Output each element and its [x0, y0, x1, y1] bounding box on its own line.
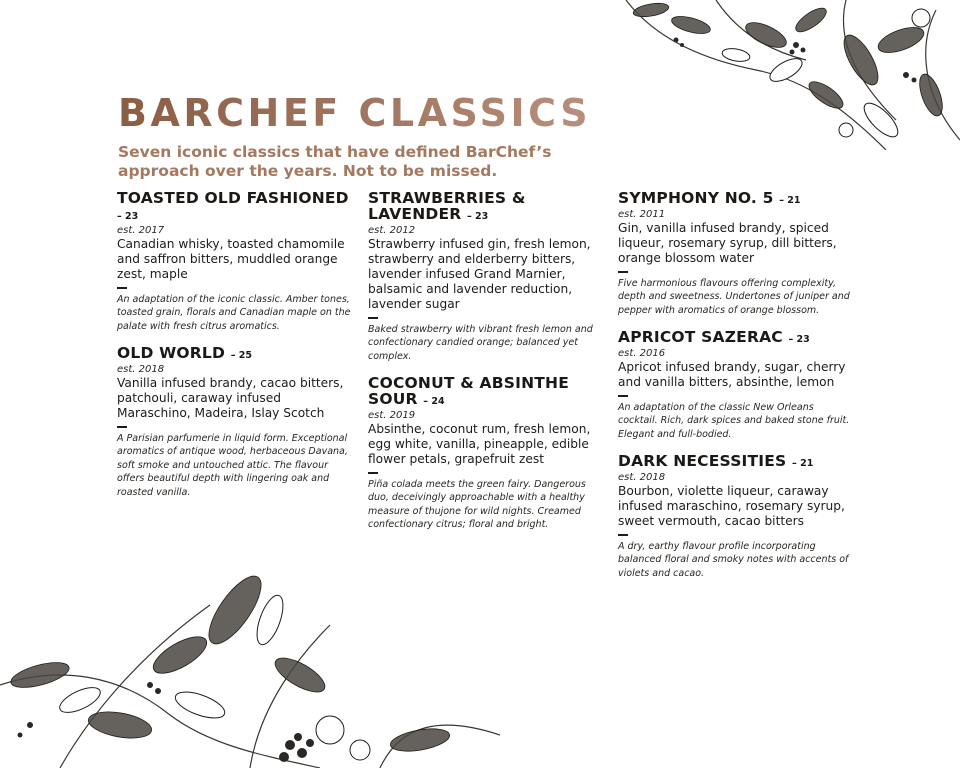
divider [368, 317, 378, 319]
cocktail-item [618, 329, 850, 441]
cocktail-ingredients: Bourbon, violette liqueur, caraway infused maraschino, rosemary syrup, sweet vermouth, cacao bitters [618, 484, 845, 528]
cocktail-description: A dry, earthy flavour profile incorporating balanced floral and smoky notes with accents of violets and cacao. [618, 540, 849, 579]
cocktail-description: An adaptation of the classic New Orleans cocktail. Rich, dark spices and baked stone fruit. Elegant and full-bodied. [618, 401, 850, 440]
page-subtitle: Seven iconic classics that have defined BarChef’s approach over the years. Not to be missed. [118, 143, 552, 180]
cocktail-established: est. 2017 [117, 225, 165, 236]
cocktail-established: est. 2018 [117, 364, 165, 375]
cocktail-established: est. 2019 [368, 410, 416, 421]
cocktail-title: OLD WORLD [117, 344, 226, 362]
cocktail-ingredients: Vanilla infused brandy, cacao bitters, patchouli, caraway infused Maraschino, Madeira, Islay Scotch [117, 376, 344, 420]
cocktail-price: – 24 [423, 396, 445, 407]
cocktail-item [368, 190, 606, 363]
cocktail-ingredients: Gin, vanilla infused brandy, spiced liqueur, rosemary syrup, dill bitters, orange blossom water [618, 221, 837, 265]
cocktail-title: SYMPHONY NO. 5 [618, 189, 774, 207]
cocktail-description: Baked strawberry with vibrant fresh lemon and confectionary candied orange; balanced yet complex. [368, 323, 593, 362]
botanical-illustration-bottom [0, 565, 500, 768]
cocktail-name [117, 345, 355, 364]
cocktail-price: – 23 [788, 334, 810, 345]
cocktail-description: An adaptation of the iconic classic. Amber tones, toasted grain, florals and Canadian maple on the palate with fresh citrus aromatics. [117, 293, 351, 332]
cocktail-name [368, 375, 606, 410]
cocktail-price: – 21 [792, 458, 814, 469]
divider [368, 472, 378, 474]
cocktail-item [618, 190, 850, 317]
cocktail-name [368, 190, 606, 225]
cocktail-ingredients: Apricot infused brandy, sugar, cherry and vanilla bitters, absinthe, lemon [618, 360, 846, 389]
cocktail-price: – 25 [230, 350, 252, 361]
cocktail-established: est. 2012 [368, 225, 416, 236]
cocktail-established: est. 2018 [618, 472, 666, 483]
cocktail-ingredients: Strawberry infused gin, fresh lemon, strawberry and elderberry bitters, lavender infused Grand Marnier, balsamic and lavender reduction, lavender sugar [368, 237, 591, 311]
cocktail-title: DARK NECESSITIES [618, 452, 787, 470]
cocktail-name [117, 190, 355, 225]
cocktail-item [618, 453, 850, 580]
cocktail-price: – 21 [779, 195, 801, 206]
cocktail-price: – 23 [117, 211, 139, 222]
cocktail-item [117, 345, 355, 499]
cocktail-description: Piña colada meets the green fairy. Dangerous duo, deceivingly approachable with a healthy measure of thujone for wild nights. Creamed confectionary citrus; floral and bright. [368, 478, 586, 530]
cocktail-established: est. 2016 [618, 348, 666, 359]
cocktail-established: est. 2011 [618, 209, 666, 220]
divider [117, 287, 127, 289]
cocktail-description: Five harmonious flavours offering complexity, depth and sweetness. Undertones of juniper and pepper with aromatics of orange blossom. [618, 277, 850, 316]
cocktail-description: A Parisian parfumerie in liquid form. Exceptional aromatics of antique wood, herbaceous Davana, soft smoke and untouched attic. The flavour offers beautiful depth with lingering oak and roasted vanilla. [117, 432, 348, 498]
menu-column-3 [618, 190, 850, 592]
divider [618, 534, 628, 536]
cocktail-ingredients: Canadian whisky, toasted chamomile and saffron bitters, muddled orange zest, maple [117, 237, 345, 281]
botanical-illustration-top [596, 0, 960, 150]
menu-column-2 [368, 190, 606, 544]
cocktail-name [618, 190, 850, 209]
cocktail-item [117, 190, 355, 333]
divider [117, 426, 127, 428]
cocktail-title: STRAWBERRIES & LAVENDER [368, 189, 526, 223]
cocktail-item [368, 375, 606, 532]
cocktail-title: APRICOT SAZERAC [618, 328, 783, 346]
menu-column-1 [117, 190, 355, 511]
cocktail-title: COCONUT & ABSINTHE SOUR [368, 374, 569, 408]
cocktail-name [618, 453, 850, 472]
divider [618, 395, 628, 397]
cocktail-title: TOASTED OLD FASHIONED [117, 189, 349, 207]
cocktail-name [618, 329, 850, 348]
divider [618, 271, 628, 273]
cocktail-ingredients: Absinthe, coconut rum, fresh lemon, egg white, vanilla, pineapple, edible flower petals, grapefruit zest [368, 422, 591, 466]
cocktail-price: – 23 [466, 211, 489, 222]
page-title: BARCHEF CLASSICS [118, 91, 592, 135]
